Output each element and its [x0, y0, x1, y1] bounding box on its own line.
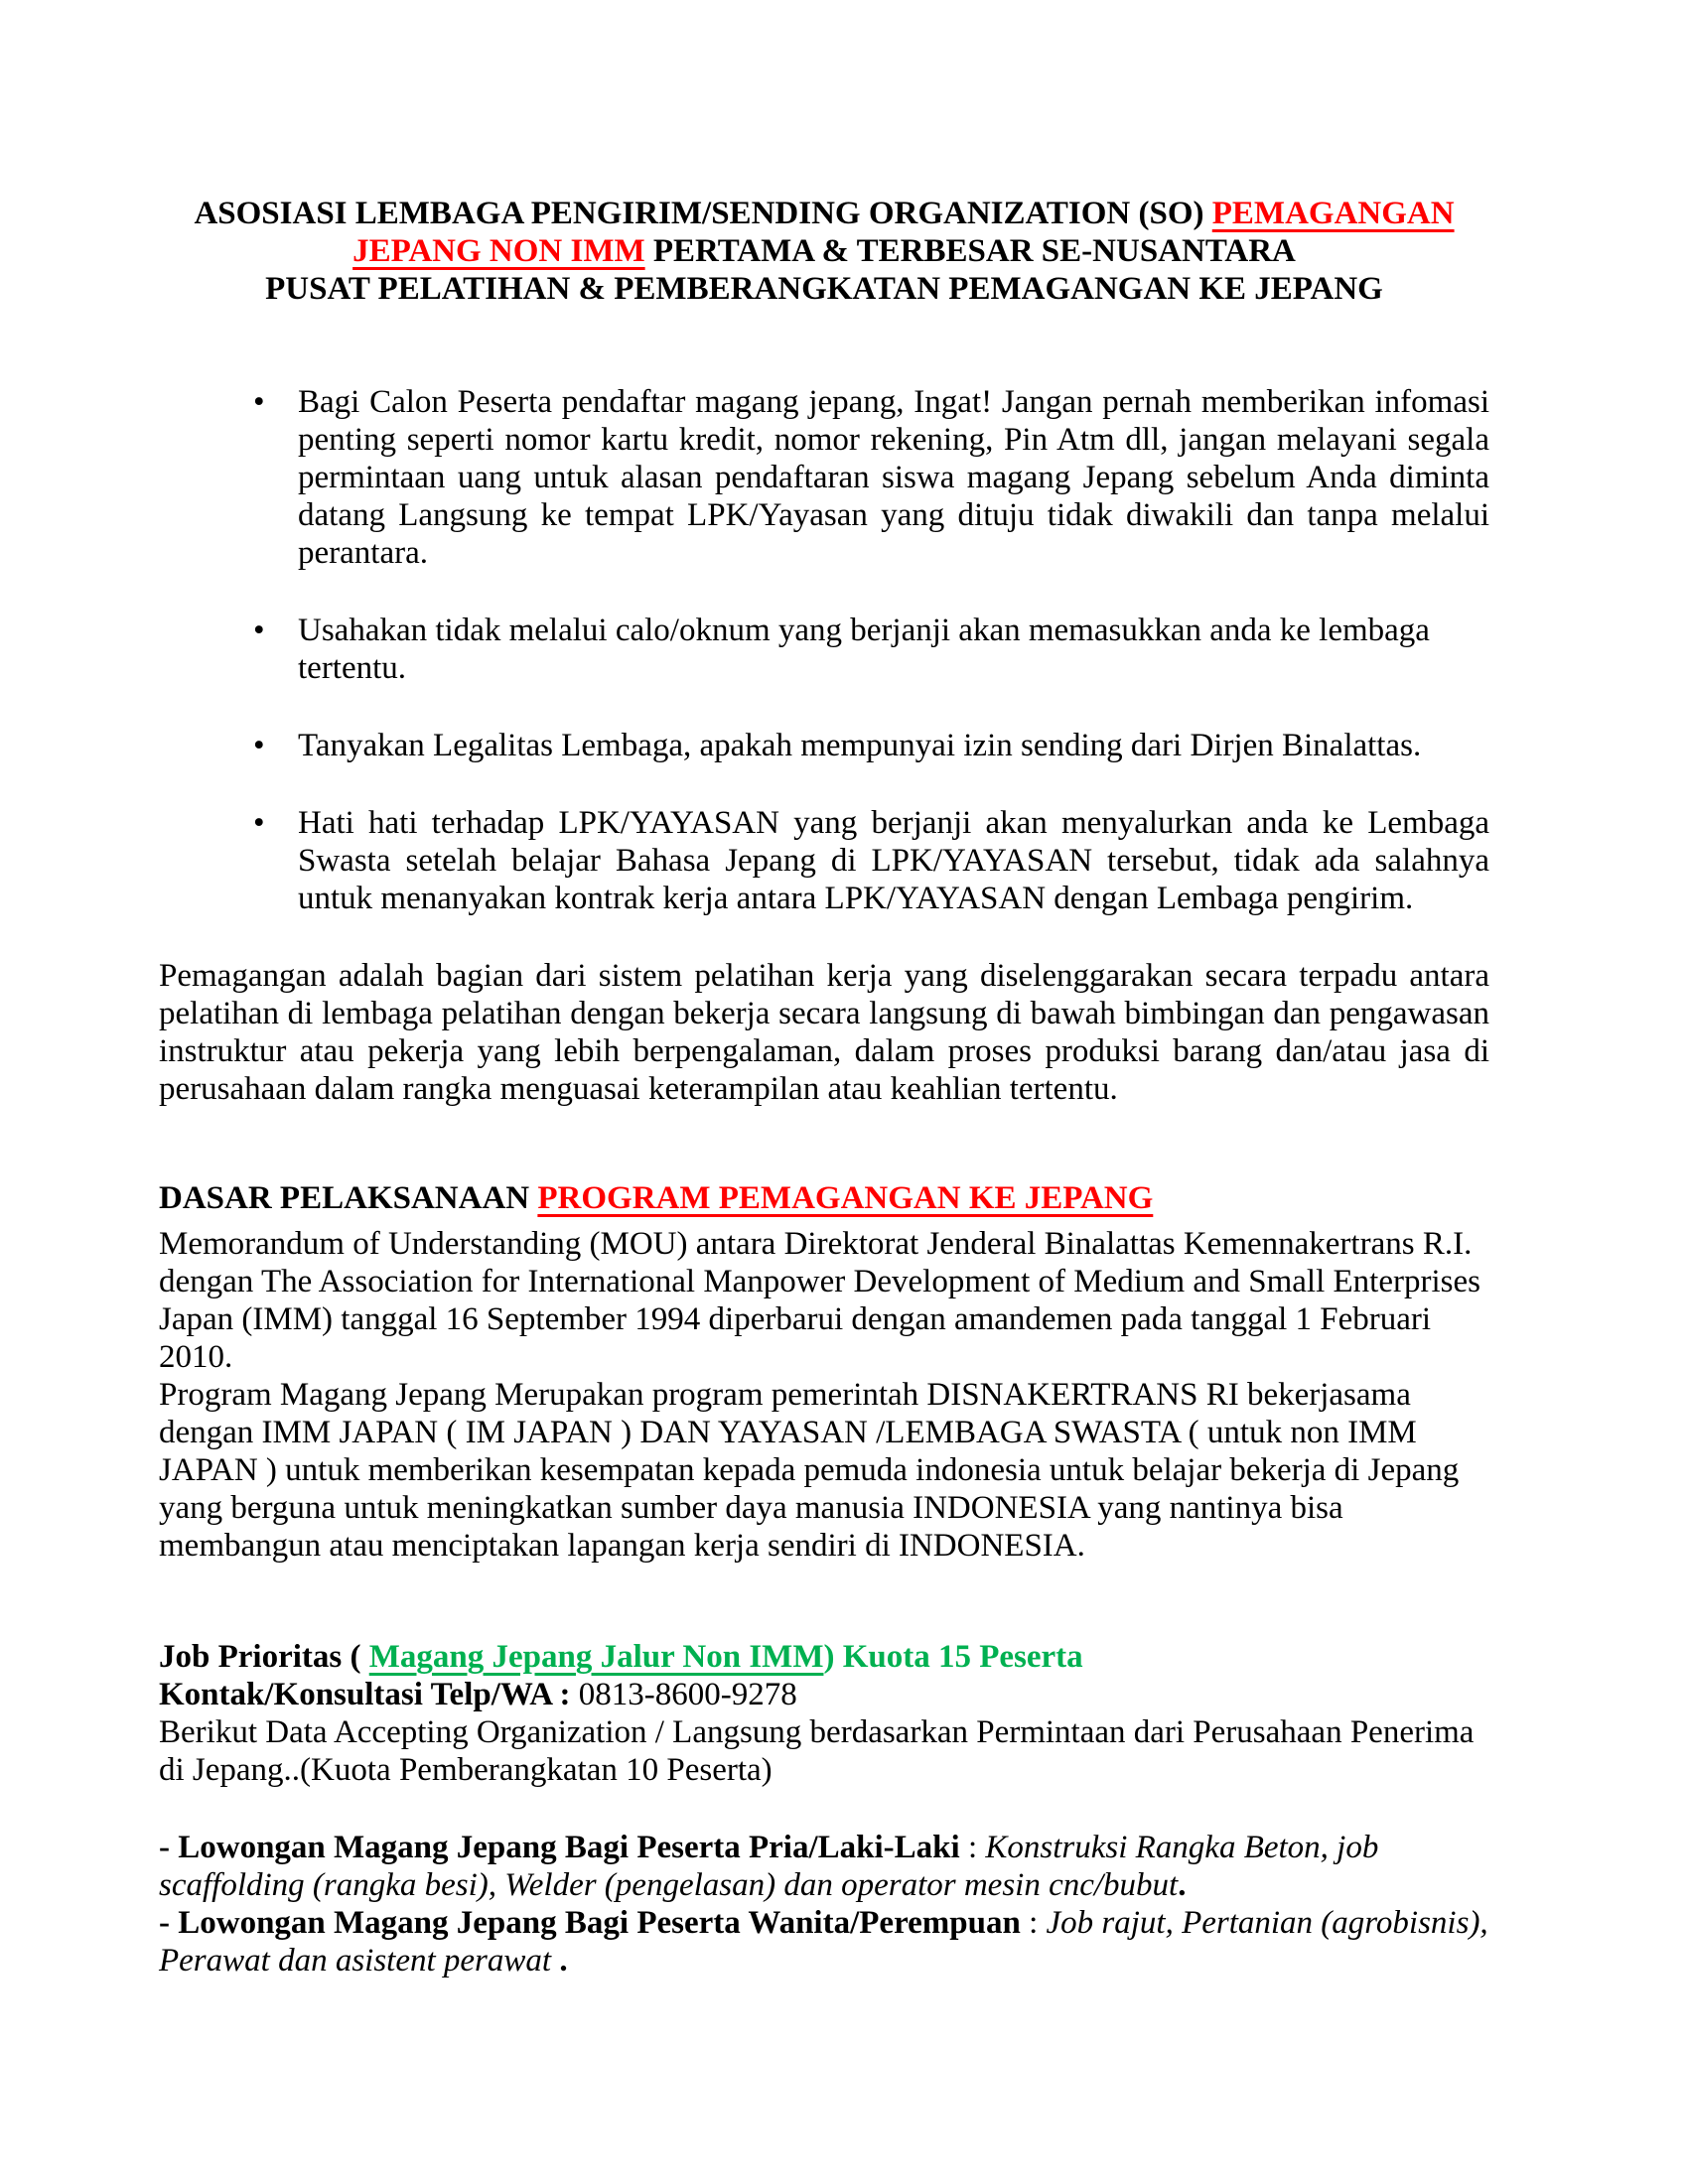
bullet-text-calo-warning: Usahakan tidak melalui calo/oknum yang berjanji akan memasukkan anda ke lembaga tertentu. — [298, 613, 1430, 686]
title-line-3-text: PUSAT PELATIHAN & PEMBERANGKATAN PEMAGANGAN KE JEPANG — [265, 271, 1383, 307]
paragraph-berikut-data: Berikut Data Accepting Organization / Langsung berdasarkan Permintaan dari Perusahaan Penerima di Jepang..(Kuota Pemberangkatan 10 Peserta) — [159, 1714, 1475, 1788]
job-prioritas-link[interactable]: Magang Jepang Jalur Non IMM — [368, 1639, 824, 1675]
lowongan-pria-period: . — [1178, 1867, 1187, 1903]
bullet-icon: • — [253, 728, 265, 763]
heading-link-program-pemagangan[interactable]: PROGRAM PEMAGANGAN KE JEPANG — [537, 1180, 1154, 1216]
job-prioritas-kuota: ) Kuota 15 Peserta — [823, 1639, 1083, 1675]
bullet-text-legalitas: Tanyakan Legalitas Lembaga, apakah mempunyai izin sending dari Dirjen Binalattas. — [298, 728, 1422, 763]
job-prioritas-label: Job Prioritas ( — [159, 1639, 369, 1675]
title-link-pemagangan[interactable]: PEMAGANGAN — [1211, 196, 1455, 231]
lowongan-wanita-line — [159, 1904, 1489, 1979]
title-line-1-text: ASOSIASI LEMBAGA PENGIRIM/SENDING ORGANIZATION (SO) — [194, 196, 1212, 231]
title-line-2-text: PERTAMA & TERBESAR SE-NUSANTARA — [644, 233, 1296, 269]
bullet-icon: • — [253, 384, 265, 420]
kontak-phone-number[interactable]: 0813-8600-9278 — [578, 1677, 797, 1712]
lowongan-wanita-separator: : — [1020, 1905, 1047, 1941]
kontak-line — [159, 1676, 1489, 1713]
bullet-icon: • — [253, 613, 265, 648]
lowongan-pria-jobs: Konstruksi Rangka Beton, job scaffolding (rangka besi), Welder (pengelasan) dan operator mesin cnc/bubut — [159, 1830, 1379, 1903]
title-line-3 — [159, 270, 1489, 308]
title-line-2 — [159, 232, 1489, 270]
list-item — [159, 804, 1489, 917]
warning-bullet-list — [159, 383, 1489, 917]
lowongan-wanita-label: - Lowongan Magang Jepang Bagi Peserta Wanita/Perempuan — [159, 1905, 1021, 1941]
lowongan-pria-label: - Lowongan Magang Jepang Bagi Peserta Pria/Laki-Laki — [159, 1830, 960, 1865]
bullet-text-lpk-warning: Hati hati terhadap LPK/YAYASAN yang berjanji akan menyalurkan anda ke Lembaga Swasta setelah belajar Bahasa Jepang di LPK/YAYASAN tersebut, tidak ada salahnya untuk menanyakan kontrak kerja antara LPK/YAYASAN dengan Lembaga pengirim. — [298, 805, 1489, 916]
lowongan-pria-separator: : — [959, 1830, 986, 1865]
title-link-jepang-non-imm[interactable]: JEPANG NON IMM — [352, 233, 645, 269]
paragraph-mou: Memorandum of Understanding (MOU) antara Direktorat Jenderal Binalattas Kemennakertrans R.I. dengan The Association for International Manpower Development of Medium and Small Enterprises Japan (IMM) tanggal 16 September 1994 diperbarui dengan amandemen pada tanggal 1 Februari 2010. — [159, 1226, 1480, 1375]
list-item — [159, 727, 1489, 764]
lowongan-pria-line — [159, 1829, 1489, 1904]
list-item — [159, 383, 1489, 572]
job-prioritas-line — [159, 1638, 1489, 1676]
bullet-icon: • — [253, 805, 265, 841]
title-line-1 — [159, 195, 1489, 232]
lowongan-wanita-jobs: Job rajut, Pertanian (agrobisnis), Perawat dan asistent perawat — [159, 1905, 1488, 1979]
paragraph-program-magang: Program Magang Jepang Merupakan program pemerintah DISNAKERTRANS RI bekerjasama dengan IMM JAPAN ( IM JAPAN ) DAN YAYASAN /LEMBAGA SWASTA ( untuk non IMM JAPAN ) untuk memberikan kesempatan kepada pemuda indonesia untuk belajar bekerja di Jepang yang berguna untuk meningkatkan sumber daya manusia INDONESIA yang nantinya bisa membangun atau menciptakan lapangan kerja sendiri di INDONESIA. — [159, 1377, 1460, 1564]
paragraph-pemagangan-definition: Pemagangan adalah bagian dari sistem pelatihan kerja yang diselenggarakan secara terpadu antara pelatihan di lembaga pelatihan dengan bekerja secara langsung di bawah bimbingan dan pengawasan instruktur atau pekerja yang lebih berpengalaman, dalam proses produksi barang dan/atau jasa di perusahaan dalam rangka menguasai keterampilan atau keahlian tertentu. — [159, 958, 1489, 1107]
heading-black-text: DASAR PELAKSANAAN — [159, 1180, 538, 1216]
bullet-text-registration-warning: Bagi Calon Peserta pendaftar magang jepang, Ingat! Jangan pernah memberikan infomasi penting seperti nomor kartu kredit, nomor rekening, Pin Atm dll, jangan melayani segala permintaan uang untuk alasan pendaftaran siswa magang Jepang sebelum Anda diminta datang Langsung ke tempat LPK/Yayasan yang dituju tidak diwakili dan tanpa melalui perantara. — [298, 384, 1489, 571]
doc-title — [159, 195, 1489, 308]
lowongan-wanita-period: . — [551, 1943, 568, 1979]
list-item — [159, 612, 1489, 687]
kontak-label: Kontak/Konsultasi Telp/WA : — [159, 1677, 579, 1712]
section-heading-dasar-pelaksanaan — [159, 1179, 1489, 1217]
